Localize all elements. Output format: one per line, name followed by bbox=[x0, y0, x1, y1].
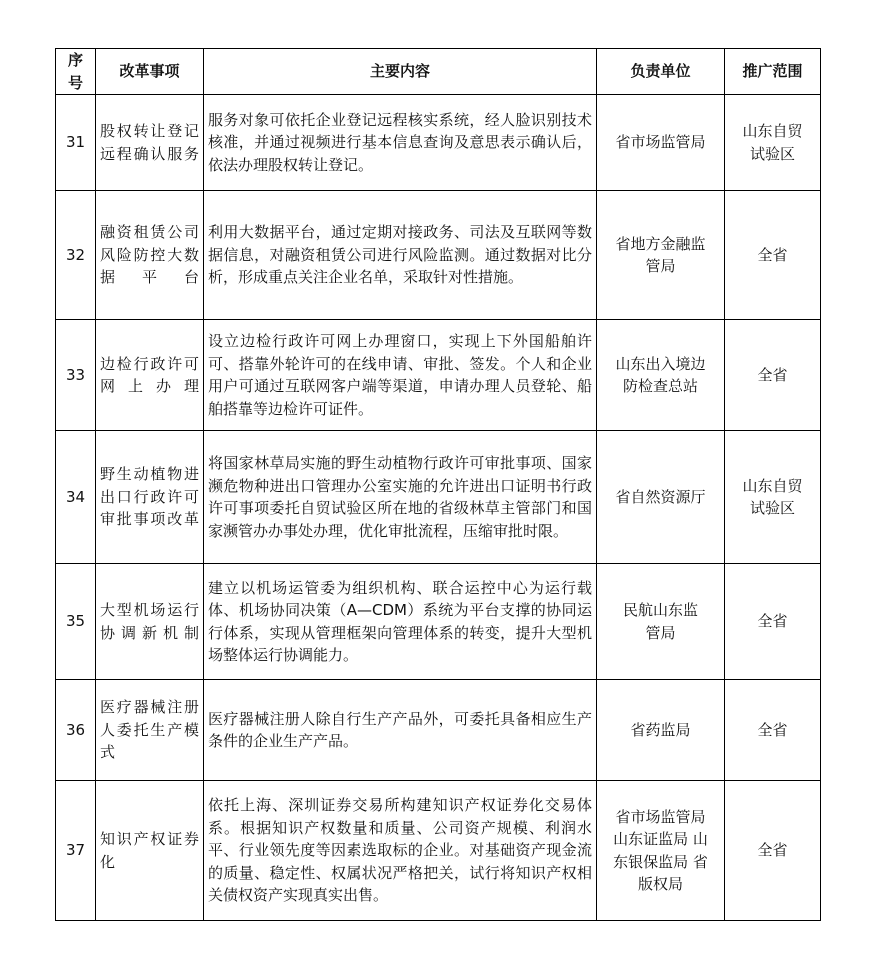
header-unit: 负责单位 bbox=[597, 49, 725, 95]
row-number: 35 bbox=[56, 564, 96, 680]
table-row bbox=[56, 564, 821, 680]
reform-item: 医疗器械注册人委托生产模式 bbox=[96, 680, 204, 781]
promotion-scope: 全省 bbox=[725, 320, 821, 431]
header-scope: 推广范围 bbox=[725, 49, 821, 95]
responsible-unit: 省市场监管局 山东证监局 山东银保监局 省版权局 bbox=[597, 781, 725, 921]
responsible-unit: 省市场监管局 bbox=[597, 95, 725, 191]
reform-table bbox=[55, 48, 821, 921]
main-content: 服务对象可依托企业登记远程核实系统，经人脸识别技术核准，并通过视频进行基本信息查询及意思表示确认后，依法办理股权转让登记。 bbox=[204, 95, 597, 191]
responsible-unit: 山东出入境边防检查总站 bbox=[597, 320, 725, 431]
main-content: 设立边检行政许可网上办理窗口，实现上下外国船舶许可、搭靠外轮许可的在线申请、审批、签发。个人和企业用户可通过互联网客户端等渠道，申请办理人员登轮、船舶搭靠等边检许可证件。 bbox=[204, 320, 597, 431]
table-row bbox=[56, 431, 821, 564]
row-number: 37 bbox=[56, 781, 96, 921]
reform-item: 融资租赁公司风险防控大数据平台 bbox=[96, 191, 204, 320]
responsible-unit: 省自然资源厅 bbox=[597, 431, 725, 564]
table-row bbox=[56, 191, 821, 320]
main-content: 建立以机场运管委为组织机构、联合运控中心为运行载体、机场协同决策（A—CDM）系统为平台支撑的协同运行体系，实现从管理框架向管理体系的转变，提升大型机场整体运行协调能力。 bbox=[204, 564, 597, 680]
main-content: 将国家林草局实施的野生动植物行政许可审批事项、国家濒危物种进出口管理办公室实施的允许进出口证明书行政许可事项委托自贸试验区所在地的省级林草主管部门和国家濒管办办事处办理，优化审批流程，压缩审批时限。 bbox=[204, 431, 597, 564]
responsible-unit: 省药监局 bbox=[597, 680, 725, 781]
promotion-scope: 全省 bbox=[725, 191, 821, 320]
row-number: 36 bbox=[56, 680, 96, 781]
header-content: 主要内容 bbox=[204, 49, 597, 95]
table-row bbox=[56, 680, 821, 781]
promotion-scope: 全省 bbox=[725, 680, 821, 781]
promotion-scope: 全省 bbox=[725, 564, 821, 680]
table-row bbox=[56, 320, 821, 431]
row-number: 32 bbox=[56, 191, 96, 320]
row-number: 33 bbox=[56, 320, 96, 431]
reform-item: 大型机场运行协调新机制 bbox=[96, 564, 204, 680]
responsible-unit: 民航山东监管局 bbox=[597, 564, 725, 680]
header-name: 改革事项 bbox=[96, 49, 204, 95]
row-number: 34 bbox=[56, 431, 96, 564]
table-header-row bbox=[56, 49, 821, 95]
row-number: 31 bbox=[56, 95, 96, 191]
main-content: 医疗器械注册人除自行生产产品外，可委托具备相应生产条件的企业生产产品。 bbox=[204, 680, 597, 781]
promotion-scope: 山东自贸试验区 bbox=[725, 95, 821, 191]
promotion-scope: 山东自贸试验区 bbox=[725, 431, 821, 564]
table-row bbox=[56, 781, 821, 921]
reform-item: 股权转让登记远程确认服务 bbox=[96, 95, 204, 191]
responsible-unit: 省地方金融监管局 bbox=[597, 191, 725, 320]
reform-item: 知识产权证券化 bbox=[96, 781, 204, 921]
header-no: 序号 bbox=[56, 49, 96, 95]
table-row bbox=[56, 95, 821, 191]
reform-item: 野生动植物进出口行政许可审批事项改革 bbox=[96, 431, 204, 564]
reform-item: 边检行政许可网上办理 bbox=[96, 320, 204, 431]
main-content: 依托上海、深圳证券交易所构建知识产权证券化交易体系。根据知识产权数量和质量、公司资产规模、利润水平、行业领先度等因素选取标的企业。对基础资产现金流的质量、稳定性、权属状况严格把关，试行将知识产权相关债权资产实现真实出售。 bbox=[204, 781, 597, 921]
promotion-scope: 全省 bbox=[725, 781, 821, 921]
main-content: 利用大数据平台，通过定期对接政务、司法及互联网等数据信息，对融资租赁公司进行风险监测。通过数据对比分析，形成重点关注企业名单，采取针对性措施。 bbox=[204, 191, 597, 320]
